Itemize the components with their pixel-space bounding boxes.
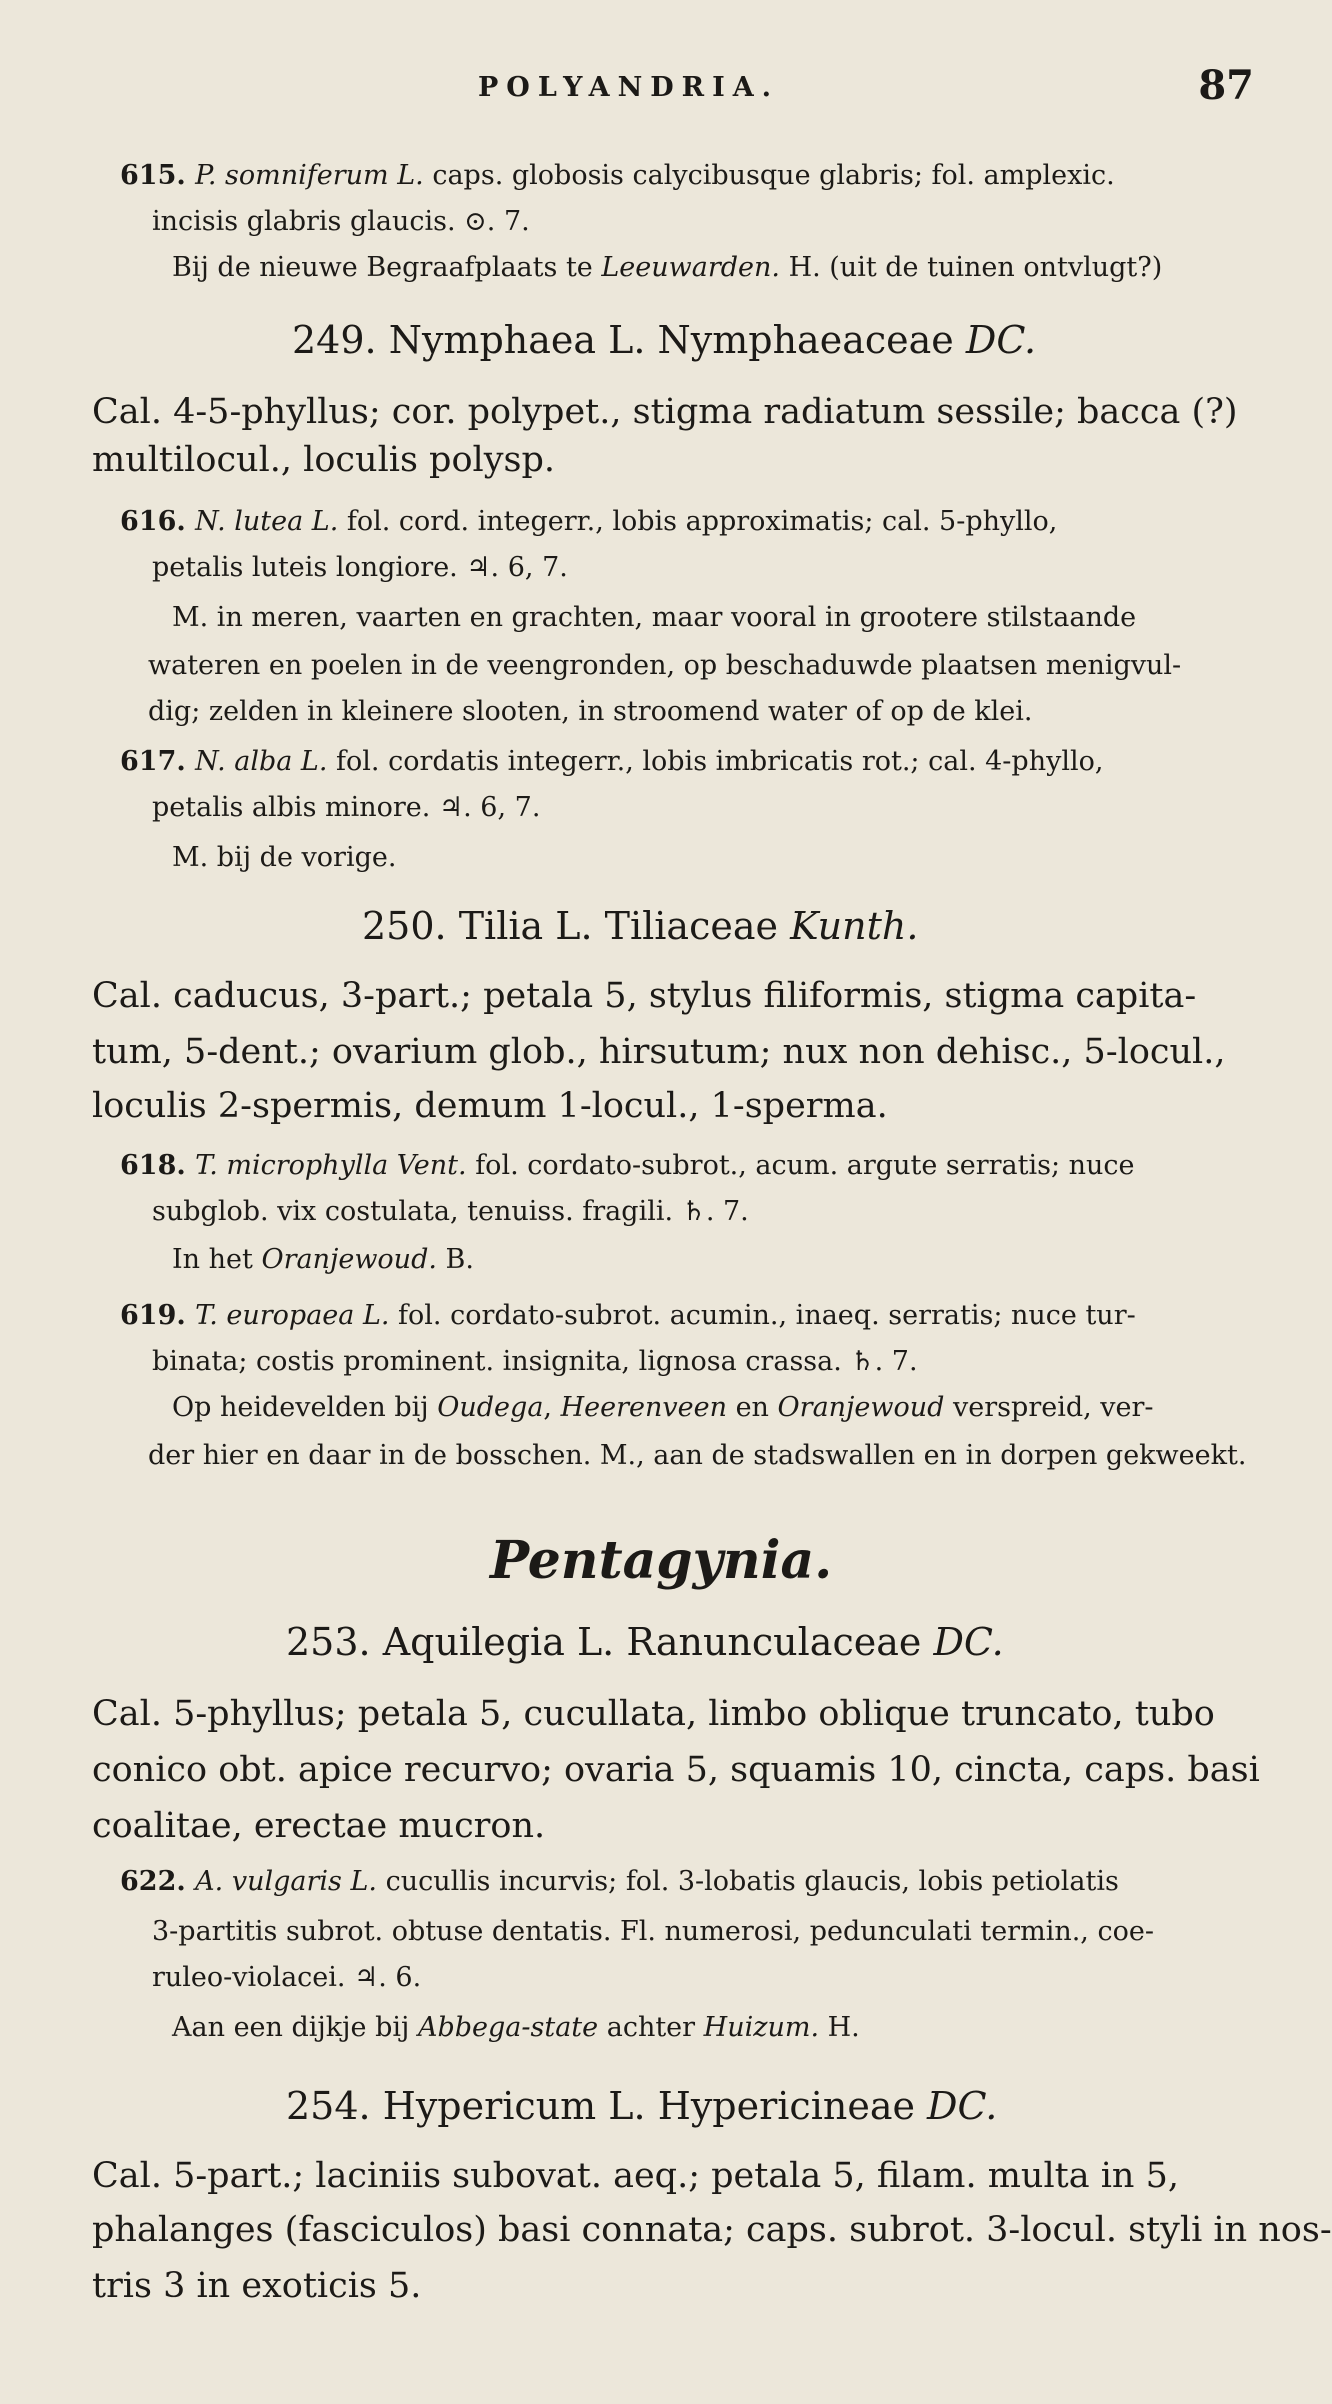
text-run: Op heidevelden bij <box>172 1392 438 1423</box>
italic-text: N. alba L. <box>195 746 328 777</box>
text-line-l30 <box>92 1806 545 1846</box>
text-line-l19 <box>120 1150 1135 1181</box>
text-run: der hier en daar in de bosschen. M., aan de stadswallen en in dorpen gekweekt. <box>148 1440 1247 1471</box>
text-line-l16 <box>92 976 1196 1016</box>
text-run: binata; costis prominent. insignita, lignosa crassa. ♄. 7. <box>152 1346 918 1377</box>
text-line-l22 <box>120 1300 1136 1331</box>
text-run: verspreid, ver- <box>944 1392 1154 1423</box>
italic-text: Oranjewoud <box>777 1392 945 1423</box>
italic-text: Huizum. <box>703 2012 820 2043</box>
italic-text: Oudega <box>437 1392 544 1423</box>
text-run: Pentagynia. <box>490 1530 833 1591</box>
text-run: loculis 2-spermis, demum 1-locul., 1-sperma. <box>92 1086 888 1126</box>
text-line-l32 <box>152 1916 1154 1947</box>
text-run: fol. cordato-subrot. acumin., inaeq. serratis; nuce tur- <box>389 1300 1136 1331</box>
page-number: 87 <box>1198 62 1254 109</box>
italic-text: N. lutea L. <box>195 506 339 537</box>
text-run: Cal. 5-phyllus; petala 5, cucullata, limbo oblique truncato, tubo <box>92 1694 1215 1734</box>
italic-text: T. europaea L. <box>195 1300 390 1331</box>
text-run: Cal. 5-part.; laciniis subovat. aeq.; petala 5, filam. multa in 5, <box>92 2156 1179 2196</box>
italic-text: DC. <box>965 318 1037 362</box>
text-run: en <box>726 1392 778 1423</box>
text-line-l38 <box>92 2266 421 2306</box>
text-line-l27 <box>286 1620 1004 1664</box>
text-line-l06 <box>92 440 555 480</box>
entry-number: 618. <box>120 1150 196 1181</box>
text-run: wateren en poelen in de veengronden, op beschaduwde plaatsen menigvul- <box>148 650 1182 681</box>
text-line-l11 <box>148 696 1032 727</box>
italic-text: T. microphylla Vent. <box>195 1150 467 1181</box>
italic-text: Oranjewoud. <box>261 1244 437 1275</box>
text-run: fol. cord. integerr., lobis approximatis; cal. 5-phyllo, <box>338 506 1058 537</box>
entry-number: 616. <box>120 506 196 537</box>
text-run: tum, 5-dent.; ovarium glob., hirsutum; nux non dehisc., 5-locul., <box>92 1032 1226 1072</box>
page-header <box>0 62 1332 122</box>
text-run: petalis albis minore. ♃. 6, 7. <box>152 792 541 823</box>
text-line-l31 <box>120 1866 1119 1897</box>
text-run: 254. Hypericum L. Hypericineae <box>286 2084 928 2128</box>
italic-text: Abbega-state <box>417 2012 599 2043</box>
text-run: achter <box>598 2012 704 2043</box>
text-line-l15 <box>362 904 918 948</box>
text-run: H. (uit de tuinen ontvlugt?) <box>779 252 1163 283</box>
text-run: petalis luteis longiore. ♃. 6, 7. <box>152 552 568 583</box>
text-line-l34 <box>172 2012 860 2043</box>
italic-text: DC. <box>933 1620 1004 1664</box>
entry-number: 619. <box>120 1300 196 1331</box>
text-run: H. <box>819 2012 860 2043</box>
text-line-l37 <box>92 2210 1332 2250</box>
text-run: phalanges (fasciculos) basi connata; caps. subrot. 3-locul. styli in nos- <box>92 2210 1332 2250</box>
text-line-l21 <box>172 1244 474 1275</box>
text-run: 253. Aquilegia L. Ranunculaceae <box>286 1620 934 1664</box>
text-run: coalitae, erectae mucron. <box>92 1806 546 1846</box>
text-run: incisis glabris glaucis. ⊙. 7. <box>152 206 530 237</box>
italic-text: A. vulgaris L. <box>195 1866 377 1897</box>
italic-text: Heerenveen <box>560 1392 727 1423</box>
text-line-l13 <box>152 792 540 823</box>
text-run: M. bij de vorige. <box>172 842 397 873</box>
italic-text: DC. <box>927 2084 998 2128</box>
text-run: fol. cordatis integerr., lobis imbricatis rot.; cal. 4-phyllo, <box>327 746 1104 777</box>
text-run: fol. cordato-subrot., acum. argute serratis; nuce <box>466 1150 1135 1181</box>
text-run: , <box>543 1392 561 1423</box>
text-line-l25 <box>148 1440 1246 1471</box>
text-run: cucullis incurvis; fol. 3-lobatis glaucis, lobis petiolatis <box>377 1866 1119 1897</box>
text-line-l29 <box>92 1750 1260 1790</box>
text-line-l10 <box>148 650 1181 681</box>
text-line-l08 <box>152 552 568 583</box>
text-run: M. in meren, vaarten en grachten, maar vooral in grootere stilstaande <box>172 602 1137 633</box>
text-line-l33 <box>152 1962 421 1993</box>
text-line-l09 <box>172 602 1136 633</box>
text-line-l35 <box>286 2084 997 2128</box>
text-line-l18 <box>92 1086 888 1126</box>
text-run: 249. Nymphaea L. Nymphaeaceae <box>292 318 966 362</box>
text-run: Cal. 4-5-phyllus; cor. polypet., stigma radiatum sessile; bacca (?) <box>92 392 1238 432</box>
text-line-l20 <box>152 1196 749 1227</box>
text-run: multilocul., loculis polysp. <box>92 440 555 480</box>
running-head: POLYANDRIA. <box>478 72 780 103</box>
text-run: 250. Tilia L. Tiliaceae <box>362 904 791 948</box>
text-line-l01 <box>120 160 1115 191</box>
entry-number: 622. <box>120 1866 196 1897</box>
text-run: dig; zelden in kleinere slooten, in stroomend water of op de klei. <box>148 696 1033 727</box>
text-line-l12 <box>120 746 1103 777</box>
text-run: Bij de nieuwe Begraafplaats te <box>172 252 602 283</box>
italic-text: P. somniferum L. <box>195 160 424 191</box>
text-run: B. <box>436 1244 474 1275</box>
text-line-l07 <box>120 506 1057 537</box>
text-line-l36 <box>92 2156 1179 2196</box>
text-line-l14 <box>172 842 396 873</box>
text-run: Cal. caducus, 3-part.; petala 5, stylus filiformis, stigma capita- <box>92 976 1197 1016</box>
italic-text: Kunth. <box>790 904 919 948</box>
italic-text: Leeuwarden. <box>601 252 780 283</box>
text-line-l03 <box>172 252 1162 283</box>
text-run: Aan een dijkje bij <box>172 2012 418 2043</box>
text-run: 3-partitis subrot. obtuse dentatis. Fl. numerosi, pedunculati termin., coe- <box>152 1916 1154 1947</box>
text-run: subglob. vix costulata, tenuiss. fragili. ♄. 7. <box>152 1196 749 1227</box>
text-line-l02 <box>152 206 530 237</box>
text-line-l04 <box>292 318 1036 362</box>
text-line-l17 <box>92 1032 1226 1072</box>
text-run: caps. globosis calycibusque glabris; fol. amplexic. <box>423 160 1115 191</box>
text-line-l23 <box>152 1346 918 1377</box>
text-run: ruleo-violacei. ♃. 6. <box>152 1962 422 1993</box>
text-line-l24 <box>172 1392 1154 1423</box>
text-line-l28 <box>92 1694 1215 1734</box>
text-line-l05 <box>92 392 1238 432</box>
entry-number: 615. <box>120 160 196 191</box>
text-line-l26 <box>490 1530 832 1591</box>
text-run: conico obt. apice recurvo; ovaria 5, squamis 10, cincta, caps. basi <box>92 1750 1260 1790</box>
text-run: In het <box>172 1244 262 1275</box>
entry-number: 617. <box>120 746 196 777</box>
text-run: tris 3 in exoticis 5. <box>92 2266 422 2306</box>
